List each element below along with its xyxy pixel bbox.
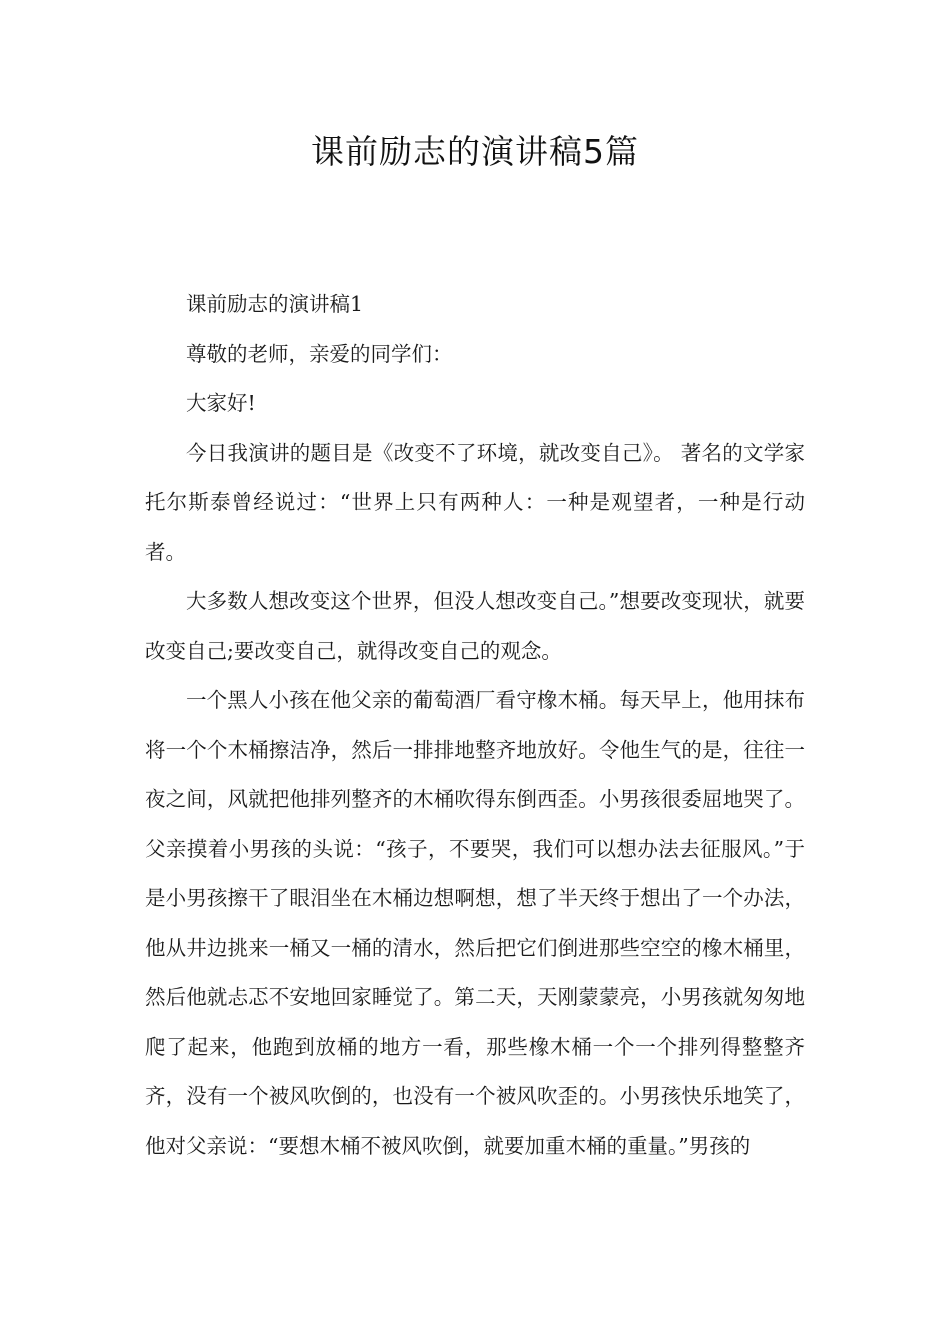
body-paragraph: 一个黑人小孩在他父亲的葡萄酒厂看守橡木桶。每天早上，他用抹布将一个个木桶擦洁净，然后一排排地整齐地放好。令他生气的是，往往一夜之间，风就把他排列整齐的木桶吹得东倒西歪。小男孩很委屈地哭了。父亲摸着小男孩的头说：“孩子，不要哭，我们可以想办法去征服风。”于是小男孩擦干了眼泪坐在木桶边想啊想，想了半天终于想出了一个办法，他从井边挑来一桶又一桶的清水，然后把它们倒进那些空空的橡木桶里，然后他就忐忑不安地回家睡觉了。第二天，天刚蒙蒙亮，小男孩就匆匆地爬了起来，他跑到放桶的地方一看，那些橡木桶一个一个排列得整整齐齐，没有一个被风吹倒的，也没有一个被风吹歪的。小男孩快乐地笑了，他对父亲说：“要想木桶不被风吹倒，就要加重木桶的重量。”男孩的 <box>145 688 805 1158</box>
greeting: 大家好! <box>186 391 256 415</box>
body-paragraph: 今日我演讲的题目是《改变不了环境，就改变自己》。 著名的文学家托尔斯泰曾经说过：“世界上只有两种人：一种是观望者，一种是行动者。 <box>145 440 805 564</box>
document-body <box>145 280 805 1171</box>
body-paragraph: 大多数人想改变这个世界，但没人想改变自己。”想要改变现状，就要改变自己;要改变自己，就得改变自己的观念。 <box>145 589 805 663</box>
section-heading: 课前励志的演讲稿1 <box>186 292 364 316</box>
document-title: 课前励志的演讲稿5篇 <box>311 132 639 171</box>
salutation: 尊敬的老师，亲爱的同学们： <box>186 341 453 366</box>
